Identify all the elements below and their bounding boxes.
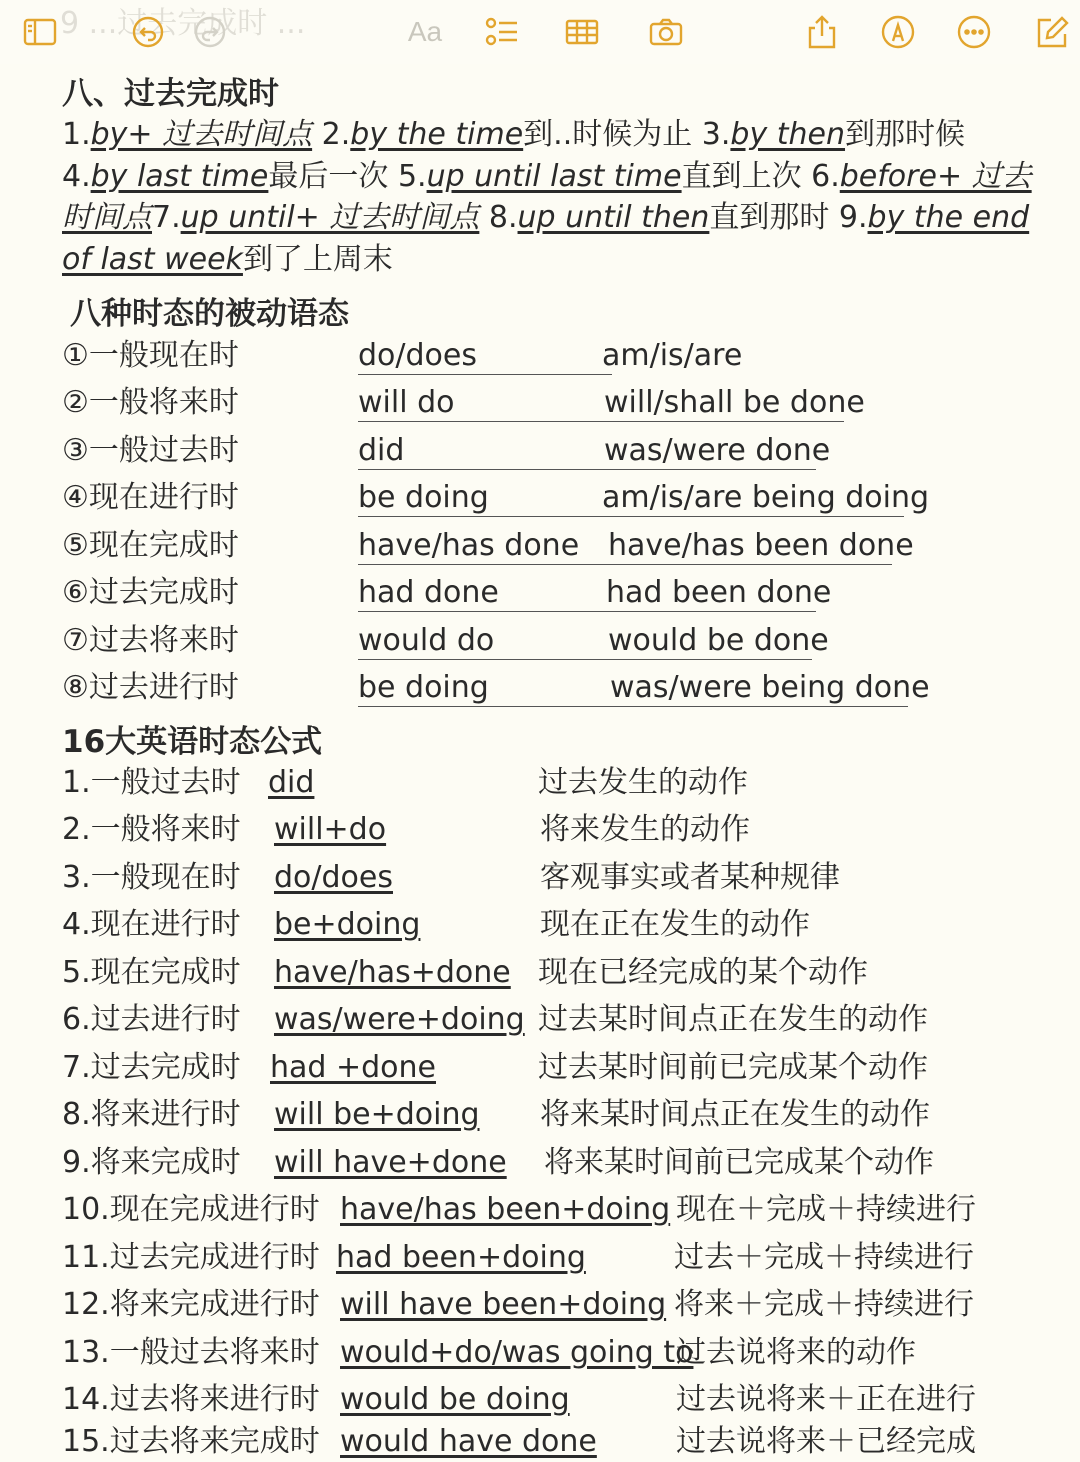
redo-icon[interactable]: [190, 12, 230, 52]
phrase-paragraph: 1.by+ 过去时间点 2.by the time到..时候为止 3.by then到那时候 4.by last time最后一次 5.up until last time直到上次 6.before+ 过去时间点7.up until+ 过去时间点 8.up until then直到那时 9.by the end of last week到了上周末: [62, 117, 1032, 277]
table-icon[interactable]: [562, 12, 602, 52]
more-icon[interactable]: [954, 12, 994, 52]
camera-icon[interactable]: [646, 12, 686, 52]
notes-toolbar: [0, 0, 1080, 64]
sidebar-icon[interactable]: [20, 12, 60, 52]
passive-title: 八种时态的被动语态: [70, 296, 349, 332]
share-icon[interactable]: [802, 12, 842, 52]
formulas-title: 16大英语时态公式: [62, 724, 323, 760]
markup-icon[interactable]: [878, 12, 918, 52]
scrolled-text-behind-toolbar: 9 ...过去完成时 ...: [60, 6, 306, 41]
text-format-button[interactable]: Aa: [407, 16, 443, 47]
undo-icon[interactable]: [128, 12, 168, 52]
section-title: 八、过去完成时: [62, 76, 279, 112]
compose-icon[interactable]: [1032, 12, 1072, 52]
checklist-icon[interactable]: [482, 12, 522, 52]
